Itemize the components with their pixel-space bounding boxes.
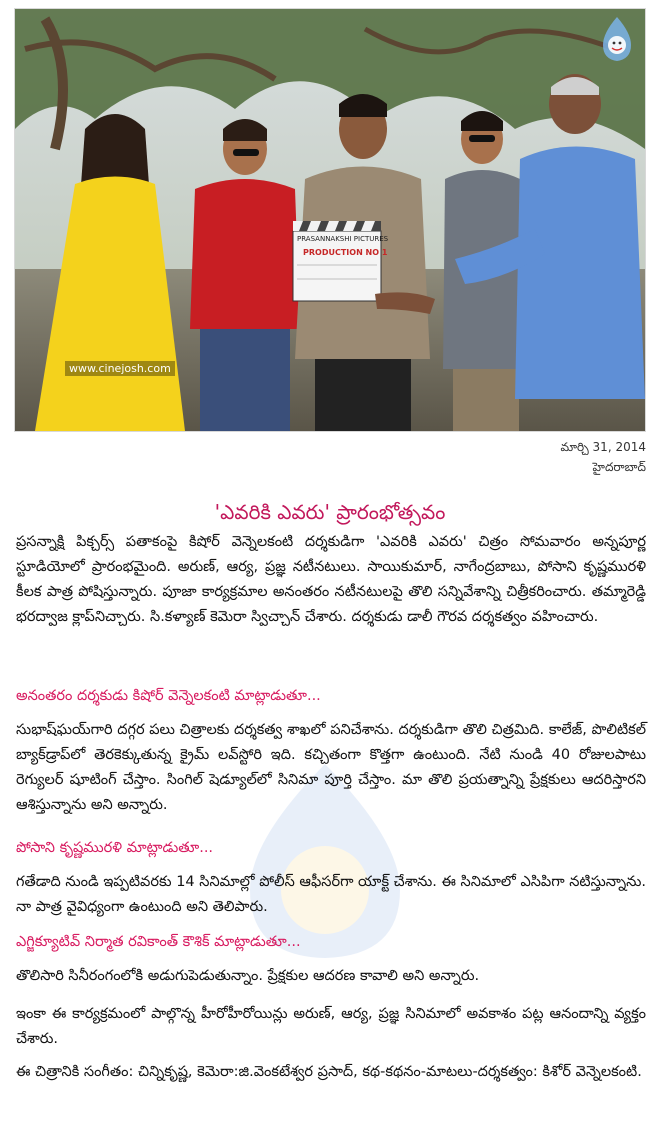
paragraph-posani: గతేడాది నుండి ఇప్పటివరకు 14 సినిమాల్లో పోలీస్ ఆఫీసర్‌గా యాక్ట్ చేశాను. ఈ సినిమాలో ఎసిపిగా నటిస్తున్నాను. నా పాత్ర వైవిధ్యంగా ఉంటుంది అని తెలిపారు.: [16, 874, 646, 915]
paragraph-cast: ఇంకా ఈ కార్యక్రమంలో పాల్గొన్న హీరోహీరోయిన్లు అరుణ్, ఆర్య, ప్రజ్ఞ సినిమాలో అవకాశం పట్ల ఆనందాన్ని వ్యక్తం చేశారు.: [16, 1006, 646, 1047]
article-location: హైదరాబాద్: [592, 460, 646, 474]
subheading-producer: ఎగ్జిక్యూటివ్ నిర్మాత రవికాంత్ కౌశిక్ మాట్లాడుతూ...: [16, 934, 301, 950]
clapboard-top-text: PRASANNAKSHI PICTURES: [297, 235, 389, 243]
subheading-posani: పోసాని కృష్ణమురళి మాట్లాడుతూ...: [16, 840, 214, 856]
paragraph-intro: ప్రసన్నాక్షి పిక్చర్స్ పతాకంపై కిషోర్ వెన్నెలకంటి దర్శకుడిగా 'ఎవరికి ఎవరు' చిత్రం సోమవారం అన్నపూర్ణ స్టూడియోలో ప్రారంభమైంది. అరుణ్, ఆర్య, ప్రజ్ఞ నటీనటులు. సాయికుమార్, నాగేంద్రబాబు, పోసాని కృష్ణమురళి కీలక పాత్ర పోషిస్తున్నారు. పూజా కార్యక్రమాల అనంతరం నటీనటులపై తొలి సన్నివేశాన్ని చిత్రీకరించారు. తమ్మారెడ్డి భరద్వాజ క్లాప్‌నిచ్చారు. సి.కళ్యాణ్ కెమెరా స్విచ్చాన్ చేశారు. దర్శకుడు డాలీ గౌరవ దర్శకత్వం వహించారు.: [16, 534, 646, 625]
photo-watermark: www.cinejosh.com: [65, 361, 175, 376]
article-headline: 'ఎవరికి ఎవరు' ప్రారంభోత్సవం: [214, 500, 446, 524]
paragraph-director: సుభాష్‌ఘయ్‌గారి దగ్గర పలు చిత్రాలకు దర్శకత్వ శాఖలో పనిచేశాను. దర్శకుడిగా తొలి చిత్రమిది. కాలేజ్, పొలిటికల్ బ్యాక్‌డ్రాప్‌లో తెరకెక్కుతున్న క్రైమ్ లవ్‌స్టోరి ఇది. కచ్చితంగా కొత్తగా ఉంటుంది. నేటి నుండి 40 రోజులపాటు రెగ్యులర్ షూటింగ్ చేస్తాం. సింగిల్ షెడ్యూల్‌లో సినిమా పూర్తి చేస్తాం. మా తొలి ప్రయత్నాన్ని ప్రేక్షకులు ఆదరిస్తారని ఆశిస్తున్నాను అని అన్నారు.: [16, 722, 646, 813]
clapboard-title-text: PRODUCTION NO 1: [303, 248, 388, 257]
paragraph-producer: తొలిసారి సినీరంగంలోకి అడుగుపెడుతున్నాం. ప్రేక్షకుల ఆదరణ కావాలి అని అన్నారు.: [16, 968, 480, 984]
article-date: మార్చి 31, 2014: [560, 440, 646, 454]
paragraph-credits: ఈ చిత్రానికి సంగీతం: చిన్నికృష్ణ, కెమెరా:జి.వెంకటేశ్వర ప్రసాద్, కథ-కథనం-మాటలు-దర్శకత్వం: కిశోర్ వెన్నెలకంటి.: [16, 1064, 642, 1080]
event-photo: [14, 8, 646, 432]
site-logo-icon: [597, 15, 637, 63]
subheading-director: అనంతరం దర్శకుడు కిషోర్ వెన్నెలకంటి మాట్లాడుతూ...: [16, 688, 321, 704]
